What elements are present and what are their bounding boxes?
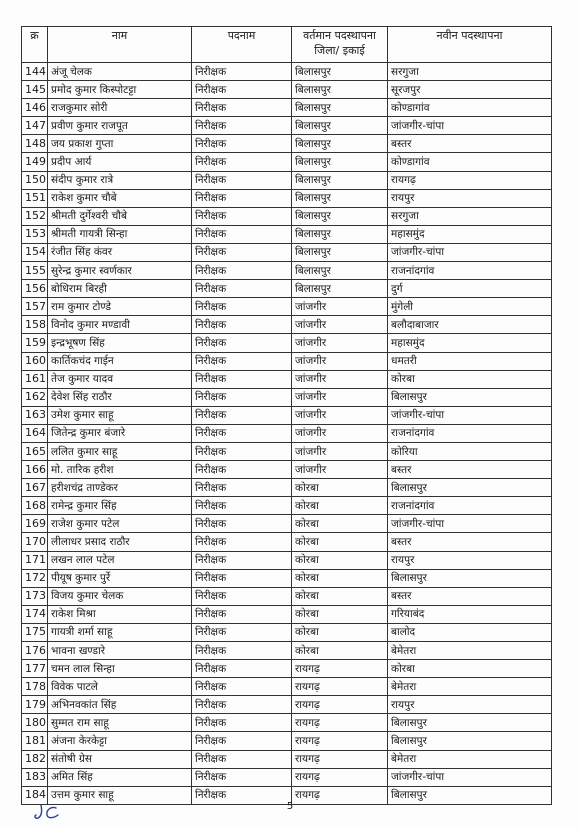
table-row	[22, 714, 552, 732]
cell-name: लीलाधर प्रसाद राठौर	[48, 533, 192, 551]
cell-current-posting: कोरबा	[292, 623, 388, 641]
cell-sn: 163	[22, 406, 48, 424]
cell-name: रंजीत सिंह कंवर	[48, 243, 192, 261]
cell-name: कार्तिकचंद गाईन	[48, 352, 192, 370]
cell-current-posting: कोरबा	[292, 605, 388, 623]
cell-current-posting: कोरबा	[292, 569, 388, 587]
cell-current-posting: कोरबा	[292, 533, 388, 551]
cell-sn: 167	[22, 479, 48, 497]
table-row	[22, 605, 552, 623]
table-row	[22, 280, 552, 298]
cell-current-posting: जांजगीर	[292, 388, 388, 406]
cell-current-posting: रायगढ़	[292, 696, 388, 714]
cell-new-posting: जांजगीर-चांपा	[388, 406, 552, 424]
cell-current-posting: कोरबा	[292, 642, 388, 660]
cell-post: निरीक्षक	[192, 551, 292, 569]
cell-sn: 164	[22, 424, 48, 442]
table-row	[22, 750, 552, 768]
header-sn: क्र	[22, 27, 48, 63]
cell-sn: 162	[22, 388, 48, 406]
cell-new-posting: कोरबा	[388, 660, 552, 678]
cell-new-posting: बेमेतरा	[388, 642, 552, 660]
header-row	[22, 27, 552, 63]
cell-name: संतोषी ग्रेस	[48, 750, 192, 768]
cell-sn: 180	[22, 714, 48, 732]
cell-new-posting: बस्तर	[388, 533, 552, 551]
header-post: पदनाम	[192, 27, 292, 63]
cell-post: निरीक्षक	[192, 605, 292, 623]
cell-current-posting: कोरबा	[292, 587, 388, 605]
cell-name: रामेन्द्र कुमार सिंह	[48, 497, 192, 515]
table-header	[22, 27, 552, 63]
cell-sn: 182	[22, 750, 48, 768]
cell-name: तेज कुमार यादव	[48, 370, 192, 388]
cell-new-posting: बस्तर	[388, 587, 552, 605]
cell-current-posting: बिलासपुर	[292, 135, 388, 153]
table-row	[22, 63, 552, 81]
cell-post: निरीक्षक	[192, 117, 292, 135]
cell-new-posting: रायपुर	[388, 696, 552, 714]
cell-sn: 176	[22, 642, 48, 660]
signature-initials	[32, 802, 62, 822]
cell-sn: 165	[22, 442, 48, 460]
cell-current-posting: कोरबा	[292, 497, 388, 515]
cell-post: निरीक्षक	[192, 406, 292, 424]
cell-name: श्रीमती गायत्री सिन्हा	[48, 225, 192, 243]
cell-current-posting: जांजगीर	[292, 352, 388, 370]
cell-current-posting: रायगढ़	[292, 768, 388, 786]
cell-current-posting: जांजगीर	[292, 461, 388, 479]
cell-new-posting: कोण्डागांव	[388, 153, 552, 171]
table-row	[22, 569, 552, 587]
cell-post: निरीक्षक	[192, 768, 292, 786]
table-row	[22, 442, 552, 460]
cell-new-posting: सरगुजा	[388, 207, 552, 225]
cell-post: निरीक्षक	[192, 442, 292, 460]
cell-new-posting: धमतरी	[388, 352, 552, 370]
cell-sn: 166	[22, 461, 48, 479]
table-body	[22, 63, 552, 805]
cell-name: अंजू चेलक	[48, 63, 192, 81]
cell-new-posting: जांजगीर-चांपा	[388, 117, 552, 135]
table-row	[22, 153, 552, 171]
cell-current-posting: जांजगीर	[292, 370, 388, 388]
cell-post: निरीक्षक	[192, 207, 292, 225]
cell-name: प्रवीण कुमार राजपूत	[48, 117, 192, 135]
cell-new-posting: बिलासपुर	[388, 479, 552, 497]
cell-post: निरीक्षक	[192, 370, 292, 388]
cell-post: निरीक्षक	[192, 153, 292, 171]
cell-post: निरीक्षक	[192, 696, 292, 714]
cell-name: हरीशचंद्र ताण्डेकर	[48, 479, 192, 497]
table-row	[22, 551, 552, 569]
cell-sn: 147	[22, 117, 48, 135]
cell-sn: 170	[22, 533, 48, 551]
cell-sn: 146	[22, 99, 48, 117]
table-row	[22, 732, 552, 750]
cell-name: लखन लाल पटेल	[48, 551, 192, 569]
cell-new-posting: बिलासपुर	[388, 786, 552, 804]
table-row	[22, 117, 552, 135]
cell-new-posting: बेमेतरा	[388, 678, 552, 696]
cell-new-posting: बिलासपुर	[388, 732, 552, 750]
table-row	[22, 207, 552, 225]
cell-current-posting: बिलासपुर	[292, 117, 388, 135]
cell-sn: 161	[22, 370, 48, 388]
table-row	[22, 515, 552, 533]
cell-current-posting: जांजगीर	[292, 334, 388, 352]
cell-post: निरीक्षक	[192, 660, 292, 678]
cell-post: निरीक्षक	[192, 642, 292, 660]
cell-current-posting: बिलासपुर	[292, 99, 388, 117]
cell-new-posting: जांजगीर-चांपा	[388, 243, 552, 261]
cell-new-posting: बिलासपुर	[388, 714, 552, 732]
cell-sn: 173	[22, 587, 48, 605]
cell-new-posting: कोरबा	[388, 370, 552, 388]
cell-sn: 154	[22, 243, 48, 261]
cell-name: राजेश कुमार पटेल	[48, 515, 192, 533]
cell-post: निरीक्षक	[192, 569, 292, 587]
header-new-posting: नवीन पदस्थापना	[388, 27, 552, 63]
cell-post: निरीक्षक	[192, 388, 292, 406]
table-row	[22, 406, 552, 424]
cell-name: अभिनवकांत सिंह	[48, 696, 192, 714]
cell-post: निरीक्षक	[192, 171, 292, 189]
cell-new-posting: मुंगेली	[388, 298, 552, 316]
cell-current-posting: रायगढ़	[292, 732, 388, 750]
cell-name: बोधिराम बिरही	[48, 280, 192, 298]
cell-current-posting: कोरबा	[292, 515, 388, 533]
cell-post: निरीक्षक	[192, 99, 292, 117]
cell-sn: 168	[22, 497, 48, 515]
cell-post: निरीक्षक	[192, 298, 292, 316]
cell-sn: 169	[22, 515, 48, 533]
cell-current-posting: जांजगीर	[292, 298, 388, 316]
table-row	[22, 533, 552, 551]
cell-name: ललित कुमार साहू	[48, 442, 192, 460]
cell-name: देवेश सिंह राठौर	[48, 388, 192, 406]
cell-name: पीयूष कुमार पुर्रे	[48, 569, 192, 587]
cell-sn: 178	[22, 678, 48, 696]
cell-name: राकेश मिश्रा	[48, 605, 192, 623]
cell-name: विवेक पाटले	[48, 678, 192, 696]
cell-sn: 149	[22, 153, 48, 171]
table-row	[22, 660, 552, 678]
table-row	[22, 370, 552, 388]
cell-name: उत्तम कुमार साहू	[48, 786, 192, 804]
cell-sn: 174	[22, 605, 48, 623]
cell-post: निरीक्षक	[192, 63, 292, 81]
cell-sn: 179	[22, 696, 48, 714]
cell-new-posting: राजनांदगांव	[388, 262, 552, 280]
cell-current-posting: बिलासपुर	[292, 171, 388, 189]
cell-new-posting: बेमेतरा	[388, 750, 552, 768]
cell-sn: 145	[22, 81, 48, 99]
table-row	[22, 171, 552, 189]
cell-post: निरीक्षक	[192, 587, 292, 605]
table-row	[22, 768, 552, 786]
cell-sn: 155	[22, 262, 48, 280]
cell-current-posting: बिलासपुर	[292, 81, 388, 99]
header-current-line1: वर्तमान पदस्थापना	[303, 29, 376, 42]
table-row	[22, 642, 552, 660]
cell-name: जितेन्द्र कुमार बंजारे	[48, 424, 192, 442]
cell-current-posting: बिलासपुर	[292, 153, 388, 171]
cell-sn: 175	[22, 623, 48, 641]
cell-sn: 159	[22, 334, 48, 352]
cell-new-posting: दुर्ग	[388, 280, 552, 298]
cell-post: निरीक्षक	[192, 461, 292, 479]
cell-current-posting: बिलासपुर	[292, 207, 388, 225]
cell-sn: 152	[22, 207, 48, 225]
cell-post: निरीक्षक	[192, 225, 292, 243]
table-row	[22, 696, 552, 714]
cell-name: गायत्री शर्मा साहू	[48, 623, 192, 641]
cell-post: निरीक्षक	[192, 678, 292, 696]
cell-sn: 151	[22, 189, 48, 207]
cell-new-posting: सूरजपुर	[388, 81, 552, 99]
cell-post: निरीक्षक	[192, 533, 292, 551]
table-row	[22, 81, 552, 99]
cell-new-posting: राजनांदगांव	[388, 497, 552, 515]
cell-name: इन्द्रभूषण सिंह	[48, 334, 192, 352]
cell-post: निरीक्षक	[192, 189, 292, 207]
cell-current-posting: रायगढ़	[292, 660, 388, 678]
cell-sn: 171	[22, 551, 48, 569]
cell-sn: 158	[22, 316, 48, 334]
cell-new-posting: रायपुर	[388, 551, 552, 569]
cell-name: जय प्रकाश गुप्ता	[48, 135, 192, 153]
cell-post: निरीक्षक	[192, 750, 292, 768]
cell-name: राजकुमार सोरी	[48, 99, 192, 117]
cell-post: निरीक्षक	[192, 352, 292, 370]
cell-post: निरीक्षक	[192, 732, 292, 750]
cell-current-posting: जांजगीर	[292, 406, 388, 424]
cell-current-posting: जांजगीर	[292, 316, 388, 334]
cell-post: निरीक्षक	[192, 497, 292, 515]
cell-sn: 153	[22, 225, 48, 243]
cell-current-posting: कोरबा	[292, 479, 388, 497]
header-current-posting	[292, 27, 388, 63]
cell-new-posting: महासमुंद	[388, 225, 552, 243]
cell-post: निरीक्षक	[192, 262, 292, 280]
cell-name: संदीप कुमार रात्रे	[48, 171, 192, 189]
cell-post: निरीक्षक	[192, 81, 292, 99]
cell-post: निरीक्षक	[192, 316, 292, 334]
cell-current-posting: रायगढ़	[292, 750, 388, 768]
table-row	[22, 298, 552, 316]
transfer-table	[21, 26, 552, 805]
cell-name: श्रीमती दुर्गेश्वरी चौबे	[48, 207, 192, 225]
header-name: नाम	[48, 27, 192, 63]
cell-current-posting: कोरबा	[292, 551, 388, 569]
cell-name: सुम्मत राम साहू	[48, 714, 192, 732]
table-row	[22, 479, 552, 497]
cell-new-posting: राजनांदगांव	[388, 424, 552, 442]
cell-sn: 183	[22, 768, 48, 786]
cell-name: विनोद कुमार मण्डावी	[48, 316, 192, 334]
cell-post: निरीक्षक	[192, 479, 292, 497]
cell-new-posting: गरियाबंद	[388, 605, 552, 623]
table-row	[22, 316, 552, 334]
table-row	[22, 424, 552, 442]
cell-post: निरीक्षक	[192, 334, 292, 352]
cell-sn: 144	[22, 63, 48, 81]
cell-post: निरीक्षक	[192, 714, 292, 732]
cell-current-posting: जांजगीर	[292, 442, 388, 460]
table-row	[22, 243, 552, 261]
cell-post: निरीक्षक	[192, 623, 292, 641]
cell-sn: 160	[22, 352, 48, 370]
cell-current-posting: रायगढ़	[292, 678, 388, 696]
cell-name: अमित सिंह	[48, 768, 192, 786]
cell-name: राकेश कुमार चौबे	[48, 189, 192, 207]
cell-current-posting: बिलासपुर	[292, 189, 388, 207]
cell-new-posting: बालोद	[388, 623, 552, 641]
cell-name: विजय कुमार चेलक	[48, 587, 192, 605]
cell-post: निरीक्षक	[192, 135, 292, 153]
header-current-line2: जिला/ इकाई	[314, 44, 365, 57]
cell-post: निरीक्षक	[192, 424, 292, 442]
cell-sn: 157	[22, 298, 48, 316]
cell-name: उमेश कुमार साहू	[48, 406, 192, 424]
cell-current-posting: रायगढ़	[292, 714, 388, 732]
cell-new-posting: बस्तर	[388, 135, 552, 153]
cell-name: सुरेन्द्र कुमार स्वर्णकार	[48, 262, 192, 280]
cell-new-posting: बिलासपुर	[388, 569, 552, 587]
cell-name: प्रमोद कुमार किस्पोटट्टा	[48, 81, 192, 99]
table-row	[22, 135, 552, 153]
table-row	[22, 99, 552, 117]
table-row	[22, 587, 552, 605]
cell-sn: 156	[22, 280, 48, 298]
cell-new-posting: रायपुर	[388, 189, 552, 207]
cell-new-posting: सरगुजा	[388, 63, 552, 81]
cell-current-posting: बिलासपुर	[292, 262, 388, 280]
cell-new-posting: रायगढ़	[388, 171, 552, 189]
cell-name: भावना खण्डारे	[48, 642, 192, 660]
cell-post: निरीक्षक	[192, 280, 292, 298]
cell-sn: 181	[22, 732, 48, 750]
cell-sn: 184	[22, 786, 48, 804]
table-row	[22, 497, 552, 515]
table-row	[22, 461, 552, 479]
page-number: 5	[286, 801, 294, 812]
cell-new-posting: जांजगीर-चांपा	[388, 515, 552, 533]
cell-current-posting: बिलासपुर	[292, 225, 388, 243]
table-row	[22, 623, 552, 641]
cell-name: चमन लाल सिन्हा	[48, 660, 192, 678]
table-row	[22, 352, 552, 370]
cell-sn: 148	[22, 135, 48, 153]
cell-current-posting: बिलासपुर	[292, 243, 388, 261]
table-row	[22, 189, 552, 207]
cell-new-posting: कोरिया	[388, 442, 552, 460]
cell-current-posting: बिलासपुर	[292, 63, 388, 81]
cell-name: अंजना केरकेट्टा	[48, 732, 192, 750]
table-row	[22, 678, 552, 696]
table-row	[22, 262, 552, 280]
cell-sn: 150	[22, 171, 48, 189]
cell-new-posting: कोण्डागांव	[388, 99, 552, 117]
table-row	[22, 388, 552, 406]
cell-new-posting: बलौदाबाजार	[388, 316, 552, 334]
cell-new-posting: बस्तर	[388, 461, 552, 479]
cell-post: निरीक्षक	[192, 243, 292, 261]
cell-new-posting: बिलासपुर	[388, 388, 552, 406]
table-row	[22, 334, 552, 352]
cell-name: राम कुमार टोण्डे	[48, 298, 192, 316]
cell-name: प्रदीप आर्य	[48, 153, 192, 171]
cell-new-posting: महासमुंद	[388, 334, 552, 352]
cell-sn: 177	[22, 660, 48, 678]
cell-name: मो. तारिक हरीश	[48, 461, 192, 479]
cell-current-posting: रायगढ़	[292, 786, 388, 804]
cell-current-posting: जांजगीर	[292, 424, 388, 442]
cell-current-posting: बिलासपुर	[292, 280, 388, 298]
cell-post: निरीक्षक	[192, 515, 292, 533]
cell-post: निरीक्षक	[192, 786, 292, 804]
cell-new-posting: जांजगीर-चांपा	[388, 768, 552, 786]
cell-sn: 172	[22, 569, 48, 587]
table-row	[22, 225, 552, 243]
